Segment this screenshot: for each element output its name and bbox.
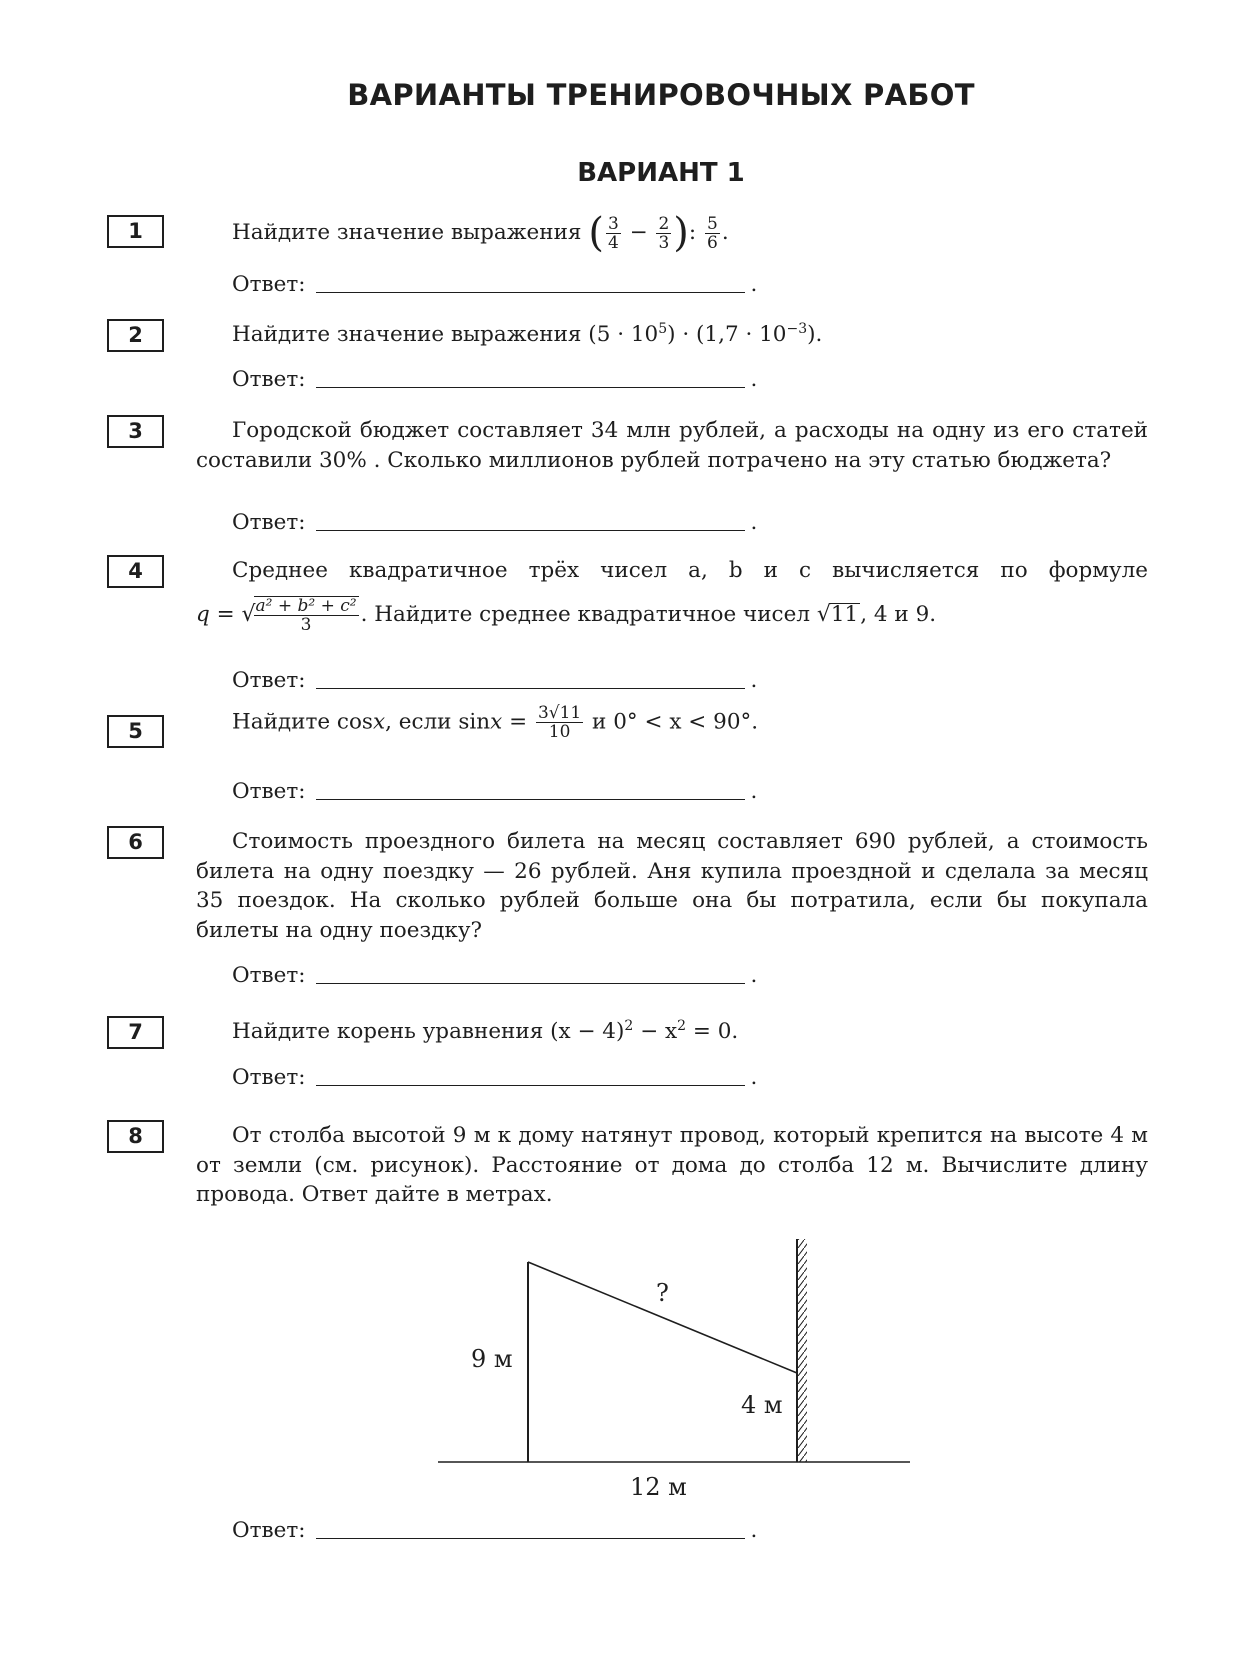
answer-row: Ответ: . (232, 272, 758, 297)
task-3-text: Городской бюджет составляет 34 млн рублей, а расходы на одну из его статей составили 30% . Сколько миллионов рублей потрачено на эту статью бюджета? (196, 418, 1148, 473)
task-4-formula: q = √ $\frac{\text{a² + b² + c²}}{3}$ . Найдите среднее квадратичное чисел √11, 4 и 9. (196, 596, 937, 635)
task-1-text: Найдите значение выражения ( $\frac{3}{4}$ − $\frac{2}{3}$ ): $\frac{5}{6}$ . (232, 210, 729, 256)
task-number: 7 (107, 1016, 164, 1049)
answer-row: Ответ: . (232, 1518, 758, 1543)
house-wall-hatching (797, 1239, 807, 1462)
task-number: 8 (107, 1120, 164, 1153)
task-6-text: Стоимость проездного билета на месяц составляет 690 рублей, а стоимость билета на одну поездку — 26 рублей. Аня купила проездной и сделала за месяц 35 поездок. На сколько рублей больше она бы потратила, если бы покупала билеты на одну поездку? (196, 829, 1148, 943)
task-number: 6 (107, 826, 164, 859)
task-4-text: Среднее квадратичное трёх чисел a, b и c вычисляется по формуле (232, 558, 1148, 583)
task-8-text: От столба высотой 9 м к дому натянут провод, который крепится на высоте 4 м от земли (см. рисунок). Расстояние от дома до столба 12 м. Вычислите длину провода. Ответ дайте в метрах. (196, 1123, 1148, 1207)
task-number: 3 (107, 415, 164, 448)
task-5-text: Найдите cosx, если sinx = $\frac{3√11}{10}$ и 0° < x < 90°. (232, 703, 759, 742)
answer-row: Ответ: . (232, 668, 758, 693)
answer-field[interactable] (316, 1516, 745, 1539)
answer-row: Ответ: . (232, 1065, 758, 1090)
task-number: 4 (107, 555, 164, 588)
answer-row: Ответ: . (232, 367, 758, 392)
answer-row: Ответ: . (232, 510, 758, 535)
distance-label: 12 м (630, 1473, 687, 1501)
task-number: 5 (107, 715, 164, 748)
task-2-text: Найдите значение выражения $(5 \cdot 10^5) \cdot (1,7 \cdot 10^{-3})$. (232, 320, 823, 347)
page-title: ВАРИАНТЫ ТРЕНИРОВОЧНЫХ РАБОТ (347, 78, 975, 112)
house-height-label: 4 м (741, 1391, 783, 1419)
variant-title: ВАРИАНТ 1 (577, 158, 745, 188)
wire-label: ? (656, 1279, 669, 1307)
task-number: 1 (107, 215, 164, 248)
task-7-text: Найдите корень уравнения $(x - 4)^2 - x^2 = 0$. (232, 1017, 739, 1044)
answer-row: Ответ: . (232, 963, 758, 988)
answer-row: Ответ: . (232, 779, 758, 804)
pole-height-label: 9 м (471, 1345, 513, 1373)
task-number: 2 (107, 319, 164, 352)
